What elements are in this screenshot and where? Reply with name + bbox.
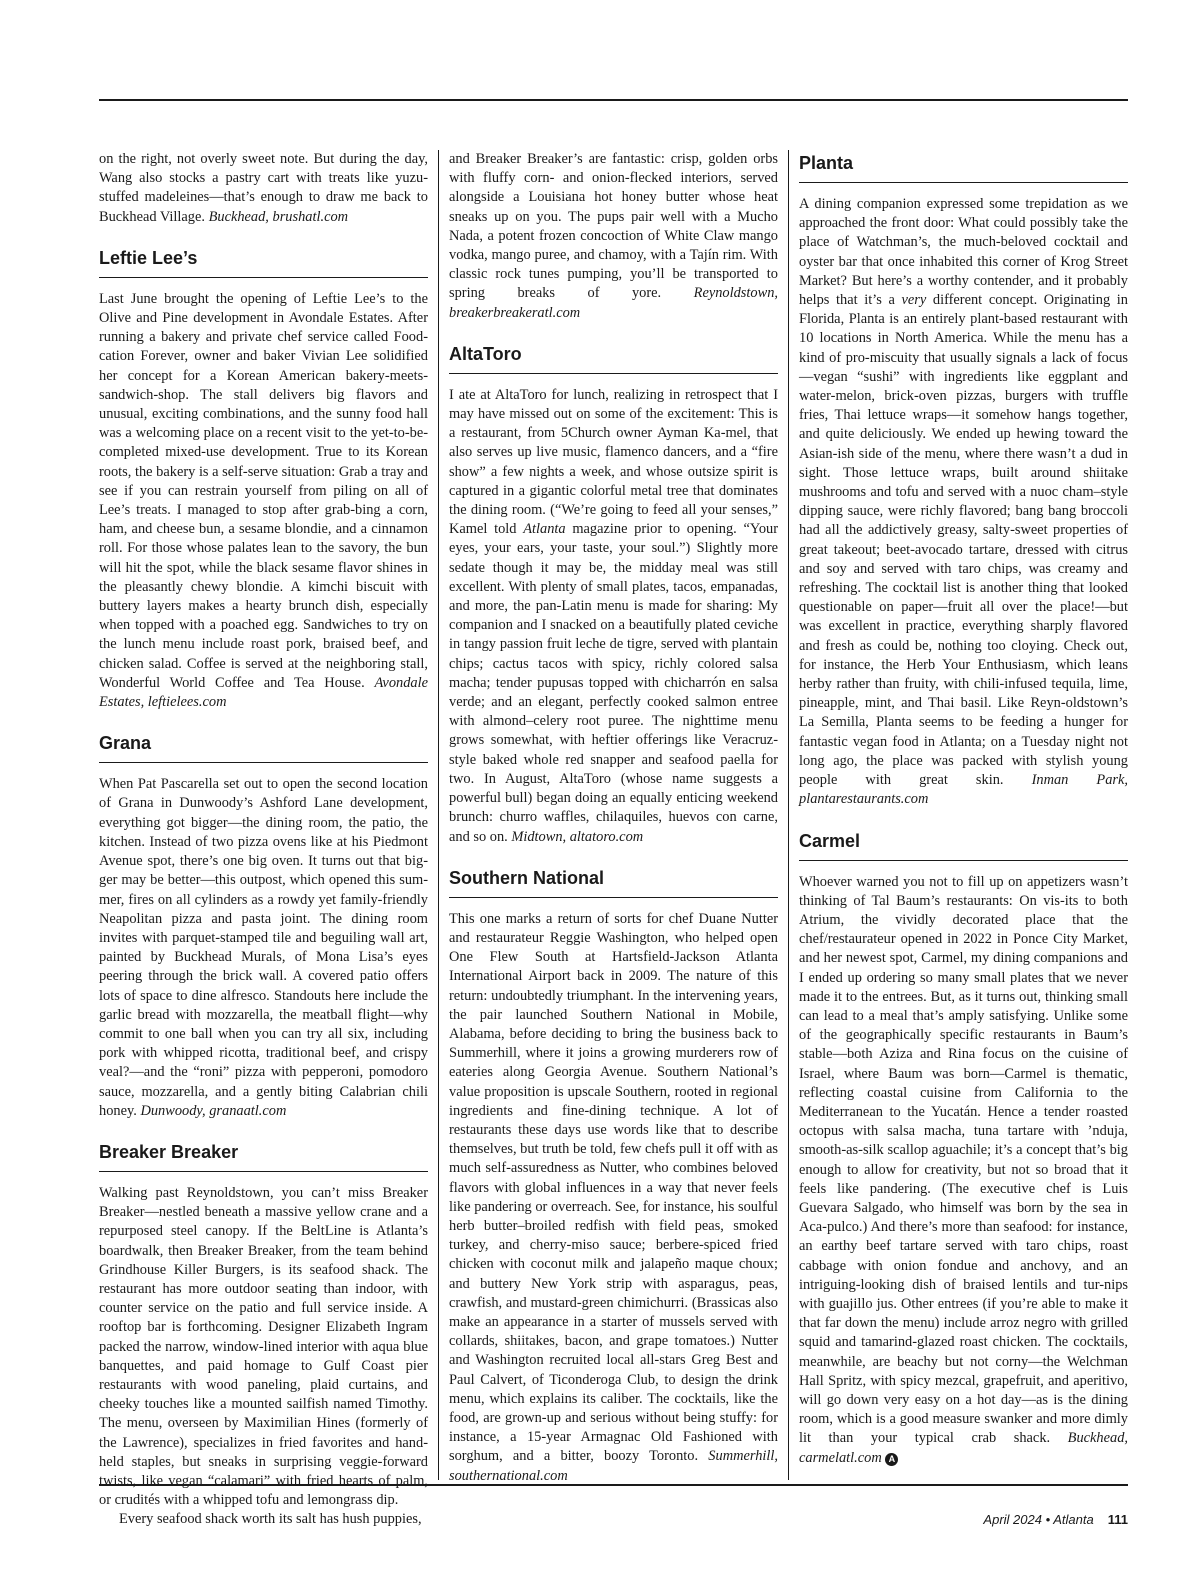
location-credit: Inman Park, plantarestaurants.com	[799, 772, 1128, 808]
location-credit: Dunwoody, granaatl.com	[140, 1102, 287, 1119]
magazine-name: Atlanta	[523, 521, 566, 538]
location-credit: Midtown, altatoro.com	[511, 828, 644, 845]
bottom-rule	[99, 1484, 1128, 1486]
review-altatoro	[449, 341, 778, 847]
location-credit: Reynoldstown, breakerbreakeratl.com	[449, 285, 778, 321]
location-credit: Avondale Estates, leftielees.com	[99, 674, 428, 711]
review-grana	[99, 730, 428, 1121]
review-title: Southern National	[449, 865, 778, 898]
end-mark-icon: A	[885, 1453, 898, 1466]
continued-article	[449, 150, 778, 323]
paragraph: Last June brought the opening of Leftie Lee’s to the Olive and Pine development in Avondale Estates. After running a bakery and private chef service called Food-cation Forever, owner and baker Vivian Lee solidified her concept for a Korean American bakery-meets-sandwich-shop. The stall delivers big flavors and unusual, exciting combinations, and the sunny food hall was a welcoming place on a recent visit to the yet-to-be-completed mixed-use development. True to its Korean roots, the bakery is a self-serve situation: Grab a tray and see if you can restrain yourself from piling on all of Lee’s treats. I managed to stop after grab-bing a corn, ham, and cheese bun, a sesame blondie, and a cinnamon roll. For those whose palates lean to the savory, the bun will hit the spot, while the black sesame flavor shines in the pleasantly chewy blondie. A kimchi biscuit with buttery layers makes a hearty brunch dish, especially when topped with a poached egg. Sandwiches to try on the lunch menu include roast pork, braised beef, and chicken salad. Coffee is served at the neighboring stall, Wonderful World Coffee and Tea House. Avondale Estates, leftielees.com	[99, 290, 428, 711]
review-title: Leftie Lee’s	[99, 245, 428, 278]
paragraph: and Breaker Breaker’s are fantastic: crisp, golden orbs with fluffy corn- and onion-flecked interiors, served alongside a Louisiana hot honey butter whose heat sneaks up on you. The pups pair well with a Mucho Nada, a potent frozen concoction of White Claw mango vodka, mango puree, and chamoy, with a Tajín rim. With classic rock tunes pumping, you’ll be transported to spring breaks of yore. Reynoldstown, breakerbreakeratl.com	[449, 151, 778, 321]
column-divider	[788, 150, 789, 1480]
page-footer	[983, 1512, 1128, 1527]
column-3	[799, 150, 1128, 1468]
column-2	[449, 150, 778, 1486]
paragraph: When Pat Pascarella set out to open the second location of Grana in Dunwoody’s Ashford Lane development, everything got bigger—the dining room, the patio, the kitchen. Instead of two pizza ovens like at his Piedmont Avenue spot, there’s one big oven. It turns out that big-ger may be better—this outpost, which opened this sum-mer, fires on all cylinders as a rowdy yet family-friendly Neapolitan pizza and pasta joint. The dining room invites with parquet-stamped tile and beguiling wall art, painted by Buckhead Murals, of Mona Lisa’s eyes peering through the brick wall. A covered patio offers lots of space to dine alfresco. Standouts here include the garlic bread with mozzarella, the meatball flight—why commit to one ball when you can try all six, including pork with whipped ricotta, traditional beef, and crispy veal?—and the “roni” pizza with pepperoni, pomodoro sauce, mozzarella, and a gently biting Calabrian chili honey. Dunwoody, granaatl.com	[99, 776, 428, 1119]
review-planta	[799, 150, 1128, 810]
paragraph: Whoever warned you not to fill up on appetizers wasn’t thinking of Tal Baum’s restaurants: On vis-its to both Atrium, the vividly decorated place that the chef/restaurateur opened in 2022 in Ponce City Market, and her newest spot, Carmel, my dining companions and I ended up ordering so many small plates that we never made it to the entrees. But, as it turns out, thinking small can lead to a meal that’s amply satisfying. Unlike some of the geographically specific restaurants in Baum’s stable—both Aziza and Rina focus on the cuisine of Israel, where Baum was born—Carmel is thematic, reflecting coastal cuisine from California to the Mediterranean to the Yucatán. Hence a tender roasted octopus with salsa macha, tuna tartare with ’nduja, smooth-as-silk scallop aguachile; it’s a concept that’s big enough to allow for creativity, but not so broad that it feels like pandering. (The executive chef is Luis Guevara Salgado, who himself was born by the sea in Aca-pulco.) And there’s more than seafood: for instance, an earthy beef tartare served with taro chips, roast cabbage with onion fondue and anchovy, and an intriguing-looking dish of braised lentils and tur-nips with guajillo jus. Other entrees (if you’re able to make it that far down the menu) include arroz negro with grilled squid and tamarind-glazed roast chicken. The cocktails, meanwhile, are beachy but not corny—the Welchman Hall Spritz, with spicy mezcal, grapefruit, and aperitivo, will go down very easy on a hot day—as is the dining room, which is a good measure swanker and more dimly lit than your typical crab shack. Buckhead, carmelatl.com A	[799, 873, 1128, 1466]
review-title: Breaker Breaker	[99, 1139, 428, 1172]
review-carmel	[799, 828, 1128, 1468]
paragraph: A dining companion expressed some trepidation as we approached the front door: What could possibly take the place of Watchman’s, the much-beloved cocktail and oyster bar that once inhabited this corner of Krog Street Market? But here’s a worthy contender, and it probably helps that it’s a very different concept. Originating in Florida, Planta is an entirely plant-based restaurant with 10 locations in North America. While the menu has a kind of pro-miscuity that usually signals a lack of focus—vegan “sushi” with ingredients like eggplant and water-melon, brick-oven pizzas, burgers with truffle fries, Thai lettuce wraps—it somehow hangs together, and quite deliciously. We ended up hewing toward the Asian-ish side of the menu, where there wasn’t a dud in sight. Those lettuce wraps, built around shiitake mushrooms and tofu and served with a nuoc cham–style dipping sauce, were richly flavored; bang bang broccoli had all the addictively greasy, salty-sweet properties of great takeout; beet-avocado tartare, dressed with citrus and soy and served with taro chips, was creamy and refreshing. The cocktail list is another thing that looked questionable on paper—fruit all over the place!—but was excellent in practice, everything sharply flavored and fresh as could be, nothing too cloying. Check out, for instance, the Herb Your Enthusiasm, which leans herby rather than fruity, with chili-infused tequila, lime, pineapple, mint, and Thai basil. Like Reyn-oldstown’s La Semilla, Planta seems to be feeding a hunger for fantastic vegan food in Atlanta; on a Tuesday night not long ago, the place was packed with stylish young people with great skin. Inman Park, plantarestaurants.com	[799, 196, 1128, 808]
location-credit: Buckhead, brushatl.com	[208, 208, 349, 225]
continued-article	[99, 150, 428, 227]
paragraph: I ate at AltaToro for lunch, realizing in retrospect that I may have missed out on some of the excitement: This is a restaurant, from 5Church owner Ayman Ka-mel, that also serves up live music, flamenco dancers, and a “fire show” a few nights a week, and whose outsize spirit is captured in a gigantic colorful metal tree that dominates the dining room. (“We’re going to feed all your senses,” Kamel told Atlanta magazine prior to opening. “Your eyes, your ears, your taste, your soul.”) Slightly more sedate though it may be, the midday meal was still excellent. With plenty of small plates, tacos, empanadas, and more, the pan-Latin menu is made for sharing: My companion and I snacked on a beautifully plated ceviche in tangy passion fruit leche de tigre, served with plantain chips; cactus tacos with spicy, richly colored salsa macha; tender pupusas topped with chicharrón en salsa verde; and an elegant, perfectly cooked salmon entree with almond–celery root puree. The nighttime menu grows somewhat, with heftier offerings like Veracruz-style baked whole red snapper and seafood paella for two. In August, AltaToro (whose name suggests a powerful bull) began doing an equally enticing weekend brunch: churro waffles, chilaquiles, huevos con carne, and so on. Midtown, altatoro.com	[449, 386, 779, 845]
paragraph: This one marks a return of sorts for chef Duane Nutter and restaurateur Reggie Washington, who helped open One Flew South at Hartsfield-Jackson Atlanta International Airport back in 2009. The nature of this return: undoubtedly triumphant. In the intervening years, the pair launched Southern National in Mobile, Alabama, before deciding to bring the business back to Summerhill, where it joins a growing murderers row of eateries along Georgia Avenue. Southern National’s value proposition is upscale Southern, rooted in regional ingredients and fine-dining technique. A lot of restaurants these days use words like that to describe themselves, but truth be told, few chefs pull it off with as much self-assuredness as Nutter, who combines beloved flavors with global influences in a way that never feels like pandering or overreach. See, for instance, his soulful herb butter–broiled redfish with field peas, smoked turkey, and cherry-miso sauce; berbere-spiced fried chicken with coconut milk and jalapeño maque choux; and buttery New York strip with asparagus, peas, crawfish, and mustard-green chimichurri. (Brassicas also make an appearance in a starter of mussels served with collards, shiitakes, bacon, and grape tomatoes.) Nutter and Washington recruited local all-stars Greg Best and Paul Calvert, of Ticonderoga Club, to design the drink menu, which explains its caliber. The cocktails, like the food, are grown-up and serious without being stuffy: for instance, a 15-year Armagnac Old Fashioned with sorghum, and a bitter, boozy Toronto. Summerhill, southernational.com	[449, 910, 778, 1484]
issue-date: April 2024 • Atlanta	[983, 1512, 1094, 1527]
review-title: Carmel	[799, 828, 1128, 861]
review-southern-national	[449, 865, 778, 1486]
review-title: AltaToro	[449, 341, 778, 374]
location-credit: Buckhead, carmelatl.com	[799, 1430, 1128, 1466]
paragraph: Every seafood shack worth its salt has hush puppies,	[119, 1511, 422, 1528]
paragraph: Walking past Reynoldstown, you can’t miss Breaker Breaker—nestled beneath a massive yellow crane and a repurposed steel canopy. If the BeltLine is Atlanta’s boardwalk, then Breaker Breaker, from the team behind Grindhouse Killer Burgers, is its seafood shack. The restaurant has more outdoor seating than indoor, with counter service on the patio and full service inside. A rooftop bar is forthcoming. Designer Elizabeth Ingram packed the narrow, window-lined interior with aqua blue banquettes, and paid homage to Gulf Coast pier restaurants with wood paneling, plaid curtains, and cheeky touches like a mounted sailfish named Timothy. The menu, overseen by Maximilian Hines (formerly of the Lawrence), specializes in fried favorites and hand-held staples, but sneaks in surprising veggie-forward twists, like vegan “calamari” with fried hearts of palm, or crudités with a whipped tofu and lemongrass dip.	[99, 1184, 428, 1509]
review-breaker-breaker	[99, 1139, 428, 1530]
top-rule	[99, 99, 1128, 101]
page-number: 111	[1107, 1512, 1128, 1527]
review-leftie-lees	[99, 245, 428, 712]
location-credit: Summerhill, southernational.com	[449, 1448, 778, 1484]
column-1	[99, 150, 428, 1530]
review-title: Grana	[99, 730, 428, 763]
review-title: Planta	[799, 150, 1128, 183]
paragraph: on the right, not overly sweet note. But during the day, Wang also stocks a pastry cart with treats like yuzu-stuffed madeleines—that’s enough to draw me back to Buckhead Village. Buckhead, brushatl.com	[99, 151, 428, 225]
column-divider	[438, 150, 439, 1480]
emphasis: very	[901, 292, 927, 309]
